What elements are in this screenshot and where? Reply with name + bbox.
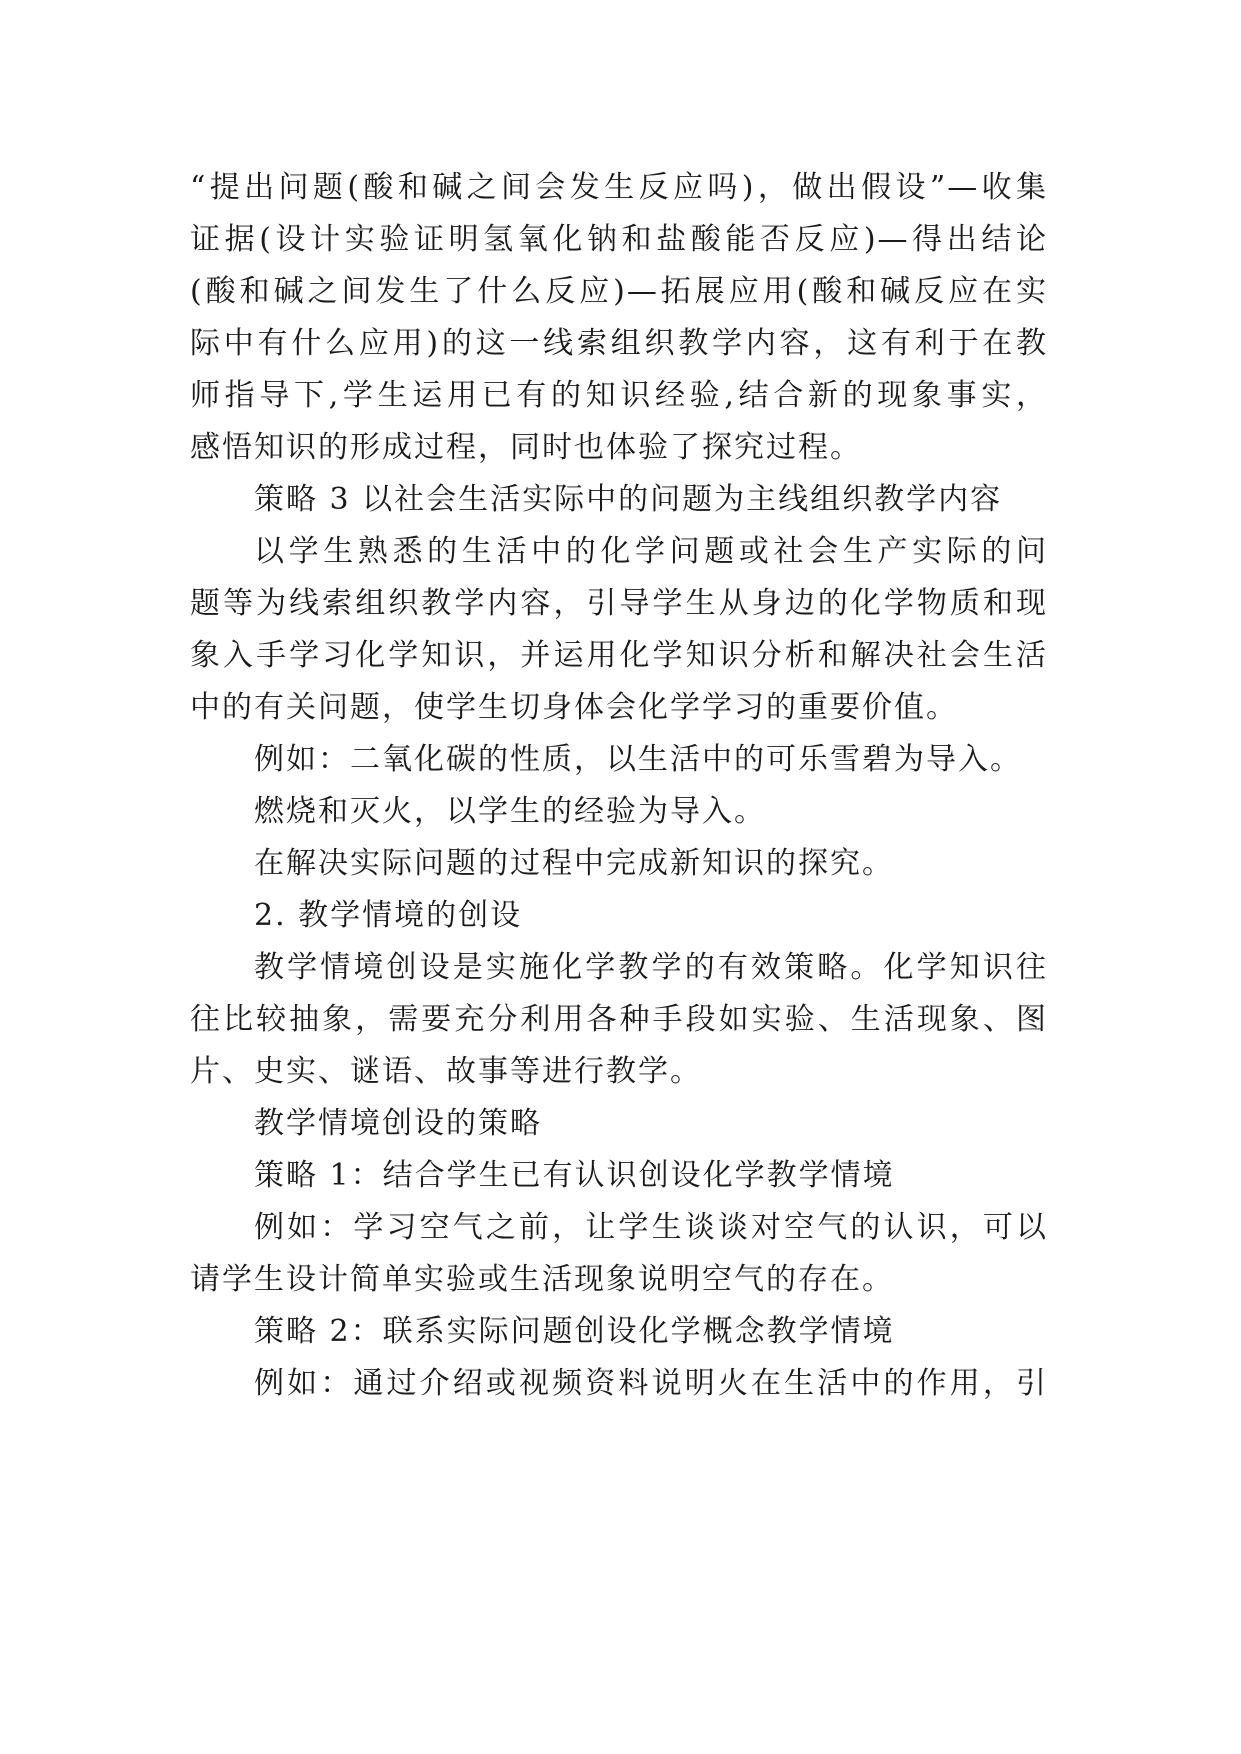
- text-line: 请学生设计简单实验或生活现象说明空气的存在。: [190, 1262, 894, 1297]
- text-line: 题等为线索组织教学内容，引导学生从身边的化学物质和现: [190, 586, 1048, 621]
- text-line: 中的有关问题，使学生切身体会化学学习的重要价值。: [190, 690, 958, 725]
- section-heading: 2. 教学情境的创设: [254, 898, 523, 933]
- example-line: 例如：二氧化碳的性质，以生活中的可乐雪碧为导入。: [254, 742, 1022, 777]
- example-line: 例如：学习空气之前，让学生谈谈对空气的认识，可以: [254, 1210, 1048, 1245]
- text-line: 片、史实、谜语、故事等进行教学。: [190, 1054, 702, 1089]
- text-line: 师指导下,学生运用已有的知识经验,结合新的现象事实，: [190, 378, 1048, 413]
- document-body: [190, 162, 1048, 1410]
- strategy-heading: 策略 1：结合学生已有认识创设化学教学情境: [254, 1158, 895, 1193]
- text-line: 教学情境创设是实施化学教学的有效策略。化学知识往: [254, 950, 1048, 985]
- example-line: 例如：通过介绍或视频资料说明火在生活中的作用，引: [254, 1366, 1048, 1401]
- text-line: 象入手学习化学知识，并运用化学知识分析和解决社会生活: [190, 638, 1048, 673]
- text-line: “提出问题(酸和碱之间会发生反应吗)，做出假设”—收集: [190, 170, 1048, 205]
- example-line: 燃烧和灭火，以学生的经验为导入。: [254, 794, 766, 829]
- text-line: 以学生熟悉的生活中的化学问题或社会生产实际的问: [254, 534, 1048, 569]
- strategy-heading: 策略 2：联系实际问题创设化学概念教学情境: [254, 1314, 895, 1349]
- text-line: 感悟知识的形成过程，同时也体验了探究过程。: [190, 430, 862, 465]
- text-line: 证据(设计实验证明氢氧化钠和盐酸能否反应)—得出结论: [190, 222, 1048, 257]
- text-line: 往比较抽象，需要充分利用各种手段如实验、生活现象、图: [190, 1002, 1048, 1037]
- subsection-heading: 教学情境创设的策略: [254, 1106, 542, 1141]
- text-line: (酸和碱之间发生了什么反应)—拓展应用(酸和碱反应在实: [190, 274, 1048, 309]
- text-line: 在解决实际问题的过程中完成新知识的探究。: [254, 846, 894, 881]
- text-line: 际中有什么应用)的这一线索组织教学内容，这有利于在教: [190, 326, 1048, 361]
- strategy-heading: 策略 3 以社会生活实际中的问题为主线组织教学内容: [254, 482, 1003, 517]
